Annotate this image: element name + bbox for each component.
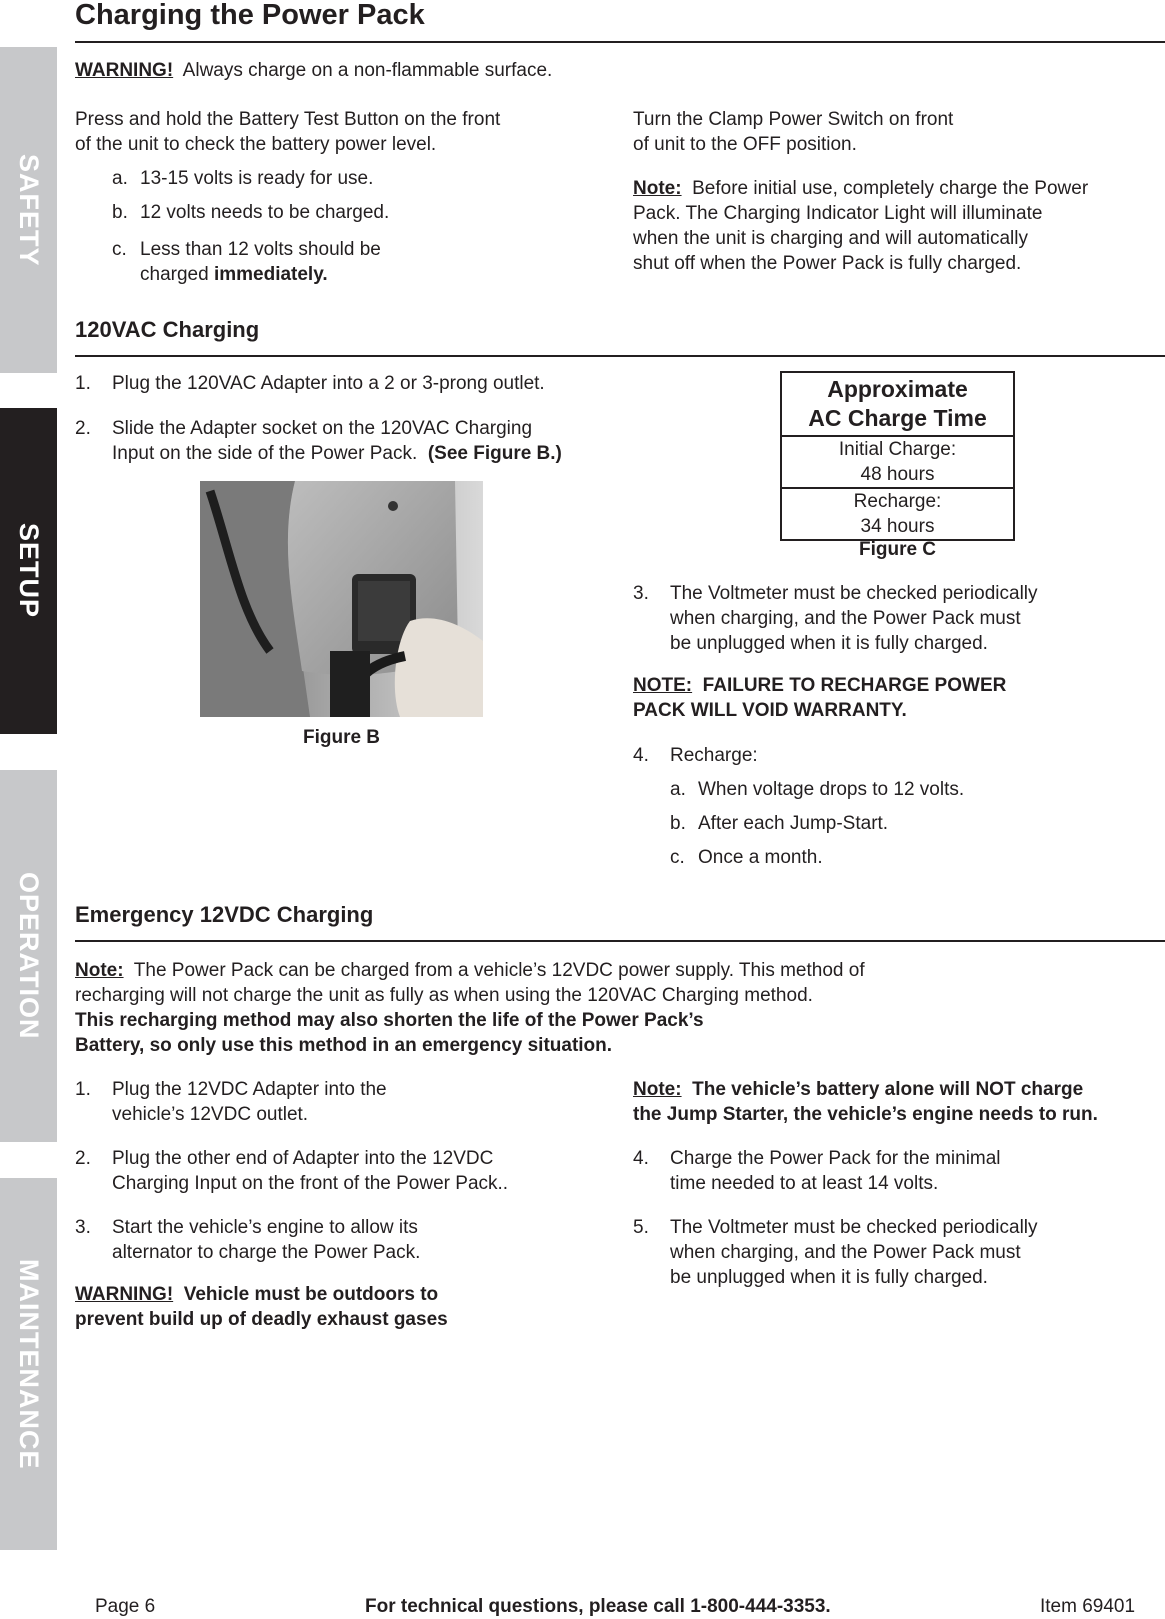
title-rule (75, 41, 1165, 43)
side-tab-label: SAFETY (14, 153, 44, 267)
table-header-line: Approximate (827, 376, 968, 402)
list-text: When voltage drops to 12 volts. (698, 779, 965, 800)
footer-tech-support: For technical questions, please call 1-800-444-3353. (365, 1596, 831, 1617)
warranty-note (633, 673, 1006, 723)
step-text: Charge the Power Pack for the minimal (670, 1148, 1001, 1169)
step-text: Slide the Adapter socket on the 120VAC Charging (112, 418, 533, 439)
emphasis-text: immediately. (213, 264, 328, 285)
note-line: PACK WILL VOID WARRANTY. (633, 700, 907, 721)
list-text: 12 volts needs to be charged. (140, 202, 390, 223)
step-number: 1. (75, 373, 91, 394)
table-cell-value: 34 hours (860, 516, 935, 537)
list-marker: c. (670, 847, 685, 868)
note-line: FAILURE TO RECHARGE POWER (702, 675, 1007, 696)
step-number: 1. (75, 1079, 91, 1100)
warning-label: WARNING! (75, 60, 174, 81)
ac-step-3 (633, 581, 1038, 656)
note-line: recharging will not charge the unit as fully as when using the 120VAC Charging method. (75, 985, 813, 1006)
exhaust-warning (75, 1282, 448, 1332)
step-text: be unplugged when it is fully charged. (670, 633, 988, 654)
list-marker: a. (670, 779, 686, 800)
note-line: The vehicle’s battery alone will NOT charge (692, 1079, 1084, 1100)
battery-test-instructions (75, 107, 500, 157)
list-marker: a. (112, 168, 128, 189)
note-line: Battery, so only use this method in an emergency situation. (75, 1035, 613, 1056)
list-marker: b. (670, 813, 686, 834)
warning-label: WARNING! (75, 1284, 174, 1305)
ac-step-4 (633, 743, 758, 768)
warning-text: Always charge on a non-flammable surface. (182, 60, 553, 81)
note-line: Before initial use, completely charge the Power (692, 178, 1089, 199)
figure-c-caption: Figure C (858, 539, 937, 560)
list-text: Less than 12 volts should be (140, 239, 381, 260)
dc-step-5 (633, 1215, 1038, 1290)
note-label: Note: (633, 1079, 682, 1100)
step-text: when charging, and the Power Pack must (670, 1242, 1021, 1263)
dc-step-2 (75, 1146, 508, 1196)
side-tab-maintenance[interactable] (0, 1178, 57, 1550)
table-header-line: AC Charge Time (808, 405, 987, 431)
step-text: Plug the other end of Adapter into the 12VDC (112, 1148, 494, 1169)
list-item (670, 777, 964, 802)
footer-item-number: Item 69401 (1040, 1596, 1136, 1617)
step-text: be unplugged when it is fully charged. (670, 1267, 988, 1288)
step-number: 3. (633, 583, 649, 604)
ac-charging-heading: 120VAC Charging (75, 317, 260, 342)
note-line: This recharging method may also shorten the life of the Power Pack’s (75, 1010, 704, 1031)
figure-reference: (See Figure B.) (427, 443, 562, 464)
ac-step-1 (75, 371, 545, 396)
list-marker: c. (112, 239, 127, 260)
charge-time-table (780, 371, 1015, 541)
step-text: when charging, and the Power Pack must (670, 608, 1021, 629)
step-text: Input on the side of the Power Pack. (112, 443, 418, 464)
figure-b-photo (200, 481, 483, 717)
list-text: Once a month. (698, 847, 823, 868)
note-line: Pack. The Charging Indicator Light will illuminate (633, 203, 1043, 224)
list-marker: b. (112, 202, 128, 223)
footer-page-number: Page 6 (95, 1596, 156, 1617)
figure-b-caption: Figure B (302, 727, 381, 748)
list-text: charged (140, 264, 214, 285)
step-text: Start the vehicle’s engine to allow its (112, 1217, 418, 1238)
step-text: time needed to at least 14 volts. (670, 1173, 939, 1194)
intro-line: Press and hold the Battery Test Button on the front (75, 109, 501, 130)
clamp-switch-instructions (633, 107, 953, 157)
list-item (670, 845, 823, 870)
dc-step-4 (633, 1146, 1001, 1196)
intro-line: of the unit to check the battery power level. (75, 134, 437, 155)
table-cell-label: Recharge: (853, 491, 942, 512)
list-item (670, 811, 888, 836)
step-number: 5. (633, 1217, 649, 1238)
step-text: vehicle’s 12VDC outlet. (112, 1104, 309, 1125)
engine-run-note (633, 1077, 1098, 1127)
list-text: 13-15 volts is ready for use. (140, 168, 374, 189)
intro-line: of unit to the OFF position. (633, 134, 857, 155)
warning-line: Vehicle must be outdoors to (183, 1284, 439, 1305)
page-title: Charging the Power Pack (75, 0, 425, 31)
step-text: The Voltmeter must be checked periodically (670, 583, 1038, 604)
step-number: 3. (75, 1217, 91, 1238)
ac-step-2 (75, 416, 562, 466)
note-label: Note: (633, 178, 682, 199)
note-line: when the unit is charging and will automatically (633, 228, 1028, 249)
table-cell-label: Initial Charge: (838, 439, 957, 460)
step-number: 4. (633, 745, 649, 766)
section-rule (75, 355, 1165, 357)
list-text: After each Jump-Start. (698, 813, 889, 834)
section-rule (75, 940, 1165, 942)
side-tab-operation[interactable] (0, 770, 57, 1142)
note-line: shut off when the Power Pack is fully charged. (633, 253, 1022, 274)
side-tab-label: OPERATION (14, 872, 44, 1040)
dc-step-3 (75, 1215, 420, 1265)
step-text: Charging Input on the front of the Power Pack.. (112, 1173, 509, 1194)
dc-intro-note (75, 958, 865, 1058)
step-number: 2. (75, 1148, 91, 1169)
note-line: The Power Pack can be charged from a vehicle’s 12VDC power supply. This method of (133, 960, 865, 981)
step-text: Recharge: (670, 745, 758, 766)
step-text: Plug the 12VDC Adapter into the (112, 1079, 387, 1100)
side-tab-setup[interactable] (0, 408, 57, 734)
table-cell-value: 48 hours (860, 464, 935, 485)
dc-charging-heading: Emergency 12VDC Charging (75, 902, 374, 927)
list-item (112, 237, 381, 287)
note-line: the Jump Starter, the vehicle’s engine needs to run. (633, 1104, 1098, 1125)
note-label: NOTE: (633, 675, 693, 696)
top-warning (75, 58, 552, 83)
side-tab-safety[interactable] (0, 47, 57, 373)
note-label: Note: (75, 960, 124, 981)
list-item (112, 166, 373, 191)
side-tab-label: SETUP (14, 523, 44, 619)
step-number: 4. (633, 1148, 649, 1169)
step-number: 2. (75, 418, 91, 439)
list-item (112, 200, 389, 225)
initial-use-note (633, 176, 1088, 276)
side-tab-label: MAINTENANCE (14, 1258, 44, 1470)
step-text: alternator to charge the Power Pack. (112, 1242, 421, 1263)
step-text: The Voltmeter must be checked periodically (670, 1217, 1038, 1238)
dc-step-1 (75, 1077, 387, 1127)
intro-line: Turn the Clamp Power Switch on front (633, 109, 954, 130)
step-text: Plug the 120VAC Adapter into a 2 or 3-prong outlet. (112, 373, 545, 394)
warning-line: prevent build up of deadly exhaust gases (75, 1309, 448, 1330)
